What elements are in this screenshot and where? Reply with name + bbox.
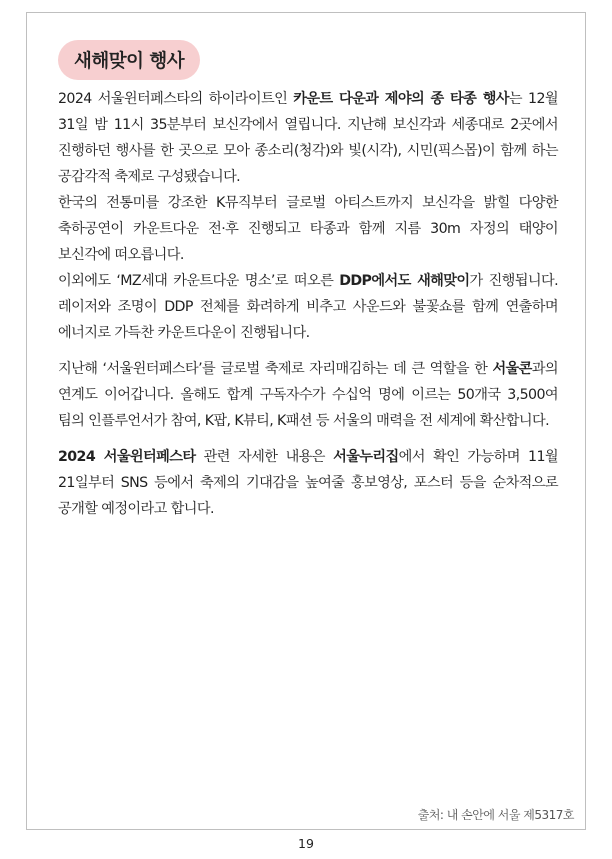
paragraph-info — [58, 444, 558, 522]
paragraph-performances — [58, 190, 558, 268]
section-heading: 새해맞이 행사 — [58, 40, 200, 80]
highlight-text: 서울누리집 — [333, 449, 399, 465]
article-body — [58, 86, 558, 532]
paragraph-text: 가 진행됩니다. 레이저와 조명이 DDP 전체를 화려하게 비추고 사운드와 불꽃쇼를 함께 연출하며 에너지로 가득찬 카운트다운이 진행됩니다. — [58, 273, 559, 341]
paragraph-text: 에서 확인 가능하며 11월 21일부터 SNS 등에서 축제의 기대감을 높여줄 홍보영상, 포스터 등을 순차적으로 공개할 예정이라고 합니다. — [58, 449, 558, 517]
paragraph-ddp — [58, 268, 558, 346]
highlight-text: 2024 서울윈터페스타 — [58, 449, 196, 465]
highlight-text: 서울콘 — [492, 361, 532, 377]
highlight-text: DDP에서도 새해맞이 — [339, 273, 470, 289]
source-credit: 출처: 내 손안에 서울 제5317호 — [417, 808, 574, 822]
paragraph-text: 과의 연계도 이어갑니다. 올해도 합계 구독자수가 수십억 명에 이르는 50개국 3,500여 팀의 인플루언서가 참여, K팝, K뷰티, K패션 등 서울의 매력을 전 세계에 확산합니다. — [58, 361, 558, 429]
paragraph-text: 2024 서울윈터페스타의 하이라이트인 — [58, 91, 294, 107]
paragraph-text: 이외에도 ‘MZ세대 카운트다운 명소’로 떠오른 — [58, 273, 340, 289]
paragraph-text: 지난해 ‘서울윈터페스타’를 글로벌 축제로 자리매김하는 데 큰 역할을 한 — [58, 361, 493, 377]
paragraph-countdown — [58, 86, 558, 190]
page-number: 19 — [298, 836, 314, 851]
highlight-text: 카운트 다운과 제야의 종 타종 행사 — [293, 91, 509, 107]
paragraph-text: 는 12월 31일 밤 11시 35분부터 보신각에서 열립니다. 지난해 보신각과 세종대로 2곳에서 진행하던 행사를 한 곳으로 모아 종소리(청각)와 빛(시각), 시민(픽스몹)이 함께 하는 공감각적 축제로 구성됐습니다. — [58, 91, 558, 185]
paragraph-text: 한국의 전통미를 강조한 K뮤직부터 글로벌 아티스트까지 보신각을 밝힐 다양한 축하공연이 카운트다운 전·후 진행되고 타종과 함께 지름 30m 자정의 태양이 보신각에 떠오릅니다. — [58, 195, 558, 263]
paragraph-seoulcon — [58, 356, 558, 434]
paragraph-text: 관련 자세한 내용은 — [195, 449, 334, 465]
